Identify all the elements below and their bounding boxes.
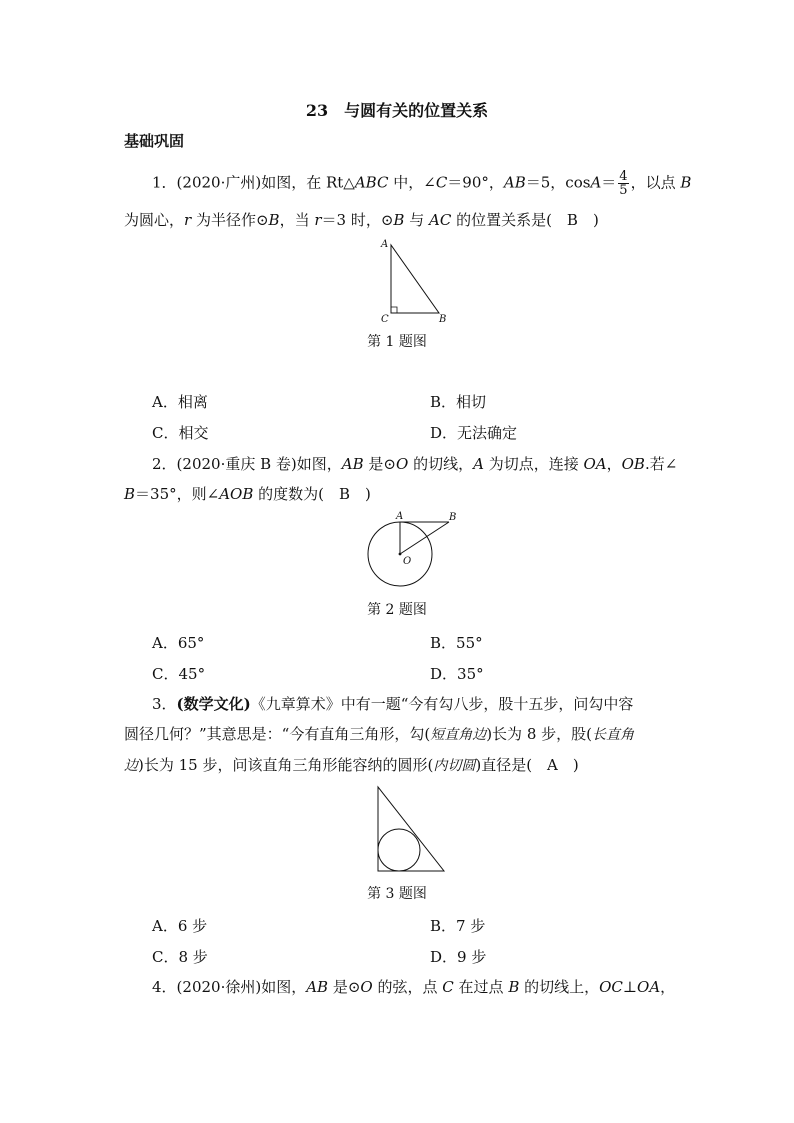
q2-answer-text: 的度数为( B )	[253, 485, 371, 503]
q1-var: AC	[428, 211, 452, 229]
q1-source: (2020·广州)	[176, 173, 262, 192]
q1-var: r	[314, 211, 322, 229]
q2-text: 如图，	[296, 455, 342, 473]
q1-right-angle-mark	[391, 307, 397, 313]
q1-text: ＝90°，	[447, 173, 504, 192]
q4-var: O	[360, 978, 373, 996]
q1-var: C	[435, 173, 448, 192]
q2-segment-ob	[400, 522, 449, 554]
q3-line2	[124, 724, 634, 745]
q4-var: C	[442, 978, 454, 996]
q1-triangle	[391, 245, 439, 313]
q2-label-o: O	[403, 556, 412, 567]
q1-label-a: A	[381, 239, 389, 250]
q4-text: 是⊙	[328, 978, 361, 996]
q2-var: AB	[341, 455, 364, 473]
q1-line2	[124, 210, 599, 230]
q2-label-a: A	[396, 511, 404, 522]
q2-var: B	[124, 485, 136, 503]
q2-var: AOB	[219, 485, 254, 503]
q2-line2	[124, 484, 371, 504]
q2-label-b: B	[449, 512, 457, 523]
q4-var: OA	[637, 978, 661, 996]
q4-text: ⊥	[622, 978, 638, 996]
q1-label-c: C	[381, 314, 389, 325]
q4-number: 4．	[152, 978, 177, 996]
q3-note: 边	[124, 758, 138, 774]
q3-option-a: A．6 步	[152, 917, 208, 935]
q2-text: .若∠	[644, 455, 678, 473]
q3-figure	[374, 784, 450, 876]
q1-var: ABC	[354, 173, 389, 192]
q2-option-a: A．65°	[152, 634, 205, 652]
q2-text: 为切点，连接	[483, 455, 584, 473]
q2-option-c: C．45°	[152, 665, 206, 683]
q1-text: ＝	[601, 173, 617, 192]
q1-frac-num: 4	[619, 169, 628, 184]
q1-fraction	[618, 170, 628, 197]
q2-line1	[152, 454, 677, 474]
q1-text: 与	[404, 211, 429, 229]
q2-var: OA	[583, 455, 607, 473]
q2-option-d: D．35°	[430, 665, 484, 683]
q4-var: OC	[599, 978, 623, 996]
q2-source: (2020·重庆 B 卷)	[176, 455, 297, 473]
q1-option-b: B．相切	[430, 393, 487, 411]
q3-option-d: D．9 步	[430, 948, 487, 966]
q4-line1	[152, 977, 675, 997]
q1-text: ＝5，cos	[525, 173, 591, 192]
q2-center-point	[399, 553, 402, 556]
q4-text: 的切线上，	[519, 978, 600, 996]
q1-var: B	[268, 211, 280, 229]
q1-number: 1．	[152, 173, 177, 192]
q1-text: 如图，在 Rt△	[261, 173, 355, 192]
q4-var: AB	[306, 978, 329, 996]
q4-source: (2020·徐州)	[176, 978, 262, 996]
q3-note: 长直角	[592, 727, 634, 743]
q4-text: ，	[660, 978, 676, 996]
q2-text: ＝35°，则∠	[135, 485, 220, 503]
section-heading: 基础巩固	[124, 132, 185, 150]
q1-frac-den: 5	[619, 183, 628, 198]
q3-note: 短直角边	[430, 727, 487, 743]
q1-text: 中，∠	[388, 173, 436, 192]
q2-text: 的切线，	[408, 455, 474, 473]
q1-answer-text: 的位置关系是( B )	[451, 211, 599, 229]
q2-option-b: B．55°	[430, 634, 483, 652]
q3-triangle	[378, 787, 444, 871]
q1-option-c: C．相交	[152, 424, 209, 442]
q4-var: B	[508, 978, 520, 996]
q3-caption: 第 3 题图	[367, 886, 427, 902]
q3-answer-text: )直径是( A )	[475, 756, 579, 774]
q3-text: 圆径几何？”其意思是：“今有直角三角形，勾(	[124, 725, 431, 743]
q1-caption: 第 1 题图	[367, 334, 427, 350]
q3-option-b: B．7 步	[430, 917, 486, 935]
q2-var: A	[473, 455, 484, 473]
q3-number: 3．	[152, 695, 177, 713]
q2-caption: 第 2 题图	[367, 602, 427, 618]
q1-var: r	[184, 211, 192, 229]
q1-var: AB	[503, 173, 526, 192]
q2-number: 2．	[152, 455, 177, 473]
q3-text: 《九章算术》中有一题“今有勾八步，股十五步，问勾中容	[250, 695, 634, 713]
q1-text: ，当	[279, 211, 315, 229]
q2-var: OB	[621, 455, 645, 473]
q1-var: B	[680, 173, 692, 192]
q1-option-a: A．相离	[152, 393, 208, 411]
q1-label-b: B	[439, 314, 447, 325]
q2-var: O	[395, 455, 409, 473]
q3-text: )长为 15 步，问该直角三角形能容纳的圆形(	[138, 756, 434, 774]
q1-figure	[376, 238, 452, 326]
q1-line1	[152, 170, 691, 197]
q3-line1	[152, 694, 633, 714]
q1-var: B	[393, 211, 405, 229]
q2-text: ，	[606, 455, 622, 473]
q3-text: )长为 8 步，股(	[486, 725, 592, 743]
q2-figure	[365, 508, 461, 594]
q4-text: 如图，	[261, 978, 307, 996]
q1-var: A	[590, 173, 602, 192]
q3-note: 内切圆	[433, 758, 476, 774]
q1-text: ，以点	[630, 173, 681, 192]
q3-incircle	[378, 829, 420, 871]
q4-text: 在过点	[453, 978, 509, 996]
q1-option-d: D．无法确定	[430, 424, 518, 442]
q1-text: 为圆心，	[124, 211, 185, 229]
q2-text: 是⊙	[363, 455, 396, 473]
q4-text: 的弦，点	[372, 978, 443, 996]
page-title: 23 与圆有关的位置关系	[305, 101, 489, 120]
q3-line3	[124, 755, 579, 776]
q3-option-c: C．8 步	[152, 948, 208, 966]
q3-tag: (数学文化)	[176, 695, 251, 713]
q1-text: ＝3 时，⊙	[321, 211, 394, 229]
q1-text: 为半径作⊙	[191, 211, 269, 229]
